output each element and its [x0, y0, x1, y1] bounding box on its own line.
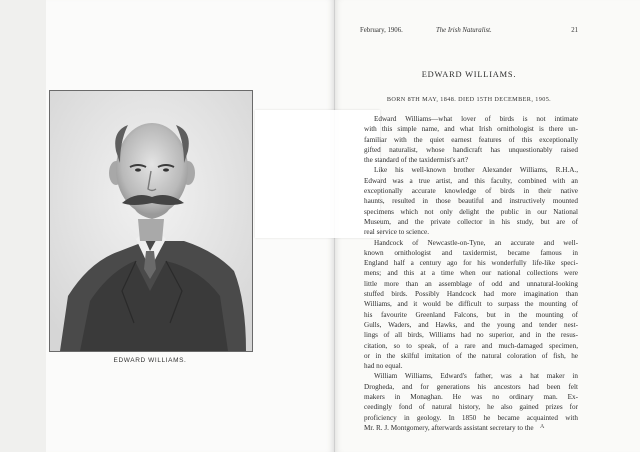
text-line: Museum, and the private collector in his study, but are of [364, 217, 578, 226]
signature-mark: A [540, 424, 545, 430]
text-line: exceptionally accurate knowledge of birds in their native [364, 187, 578, 196]
text-line: England half a century ago for his wonderfully life-like speci- [364, 259, 578, 268]
article-body [364, 114, 578, 433]
paper-overlay [255, 110, 380, 238]
text-line: with this simple name, and what Irish ornithologist is there un- [364, 125, 578, 134]
text-line: William Williams, Edward's father, was a hat maker in [374, 372, 578, 381]
portrait-image [50, 91, 252, 351]
text-line: citation, so to speak, of a rare and much-damaged specimen, [364, 341, 578, 350]
life-dates: BORN 8TH MAY, 1848. DIED 15TH DECEMBER, 1905. [386, 96, 552, 103]
text-line: the standard of the taxidermist's art? [364, 156, 469, 165]
text-line: Edward Williams—what lover of birds is not intimate [374, 115, 578, 123]
text-line: Like his well-known brother Alexander Williams, R.H.A., [374, 166, 578, 175]
text-line: specimens which not only delight the public in our National [364, 207, 578, 216]
text-line: makers in Monaghan. He was no ordinary man. Ex- [364, 393, 578, 402]
text-line: Handcock of Newcastle-on-Tyne, an accurate and well- [374, 238, 578, 247]
article-title: EDWARD WILLIAMS. [421, 70, 517, 79]
page-number: 21 [571, 27, 578, 34]
portrait-caption: EDWARD WILLIAMS. [113, 357, 187, 364]
text-line: gifted naturalist, whose handicraft has unquestionably raised [364, 145, 578, 154]
text-line: familiar with the quiet earnest features of this exceptionally [364, 135, 578, 144]
text-line: had no equal. [364, 362, 403, 371]
journal-title: The Irish Naturalist. [436, 27, 492, 34]
text-line: haunts, resulted in those beautiful and instructively mounted [364, 197, 578, 206]
portrait-photograph [49, 90, 253, 352]
text-line: real service to science. [364, 228, 430, 237]
text-line: ceedingly fond of natural history, he also gained prizes for [364, 403, 578, 412]
previous-page-edge [0, 0, 47, 452]
text-line: mens; and this at a time when our national collections were [364, 269, 578, 278]
text-line: lings of all birds, Williams had no superior, and in the resus- [364, 331, 578, 340]
text-line: known ornithologist and taxidermist, became famous in [364, 248, 578, 257]
text-line: or in the skilful imitation of the natural coloration of fish, he [364, 351, 578, 360]
text-line: Williams, and it would be difficult to surpass the mounting of [364, 300, 578, 309]
text-line: his favourite Greenland Falcons, but in the mounting of [364, 310, 578, 319]
text-line: Drogheda, and for generations his ancestors had been felt [364, 382, 578, 391]
issue-date: February, 1906. [360, 27, 403, 34]
text-line: stuffed birds. Possibly Handcock had more imagination than [364, 290, 578, 299]
text-line: Edward was a true artist, and this faculty, combined with an [364, 176, 578, 185]
text-line: proficiency in geology. In 1850 he became acquainted with [364, 413, 578, 422]
text-line: Mr. R. J. Montgomery, afterwards assistant secretary to the [364, 423, 534, 432]
text-line: Gulls, Waders, and Hawks, and the young and tender nest- [364, 320, 578, 329]
text-line: little more than an assemblage of odd and unnatural-looking [364, 279, 578, 288]
running-head [360, 27, 578, 37]
